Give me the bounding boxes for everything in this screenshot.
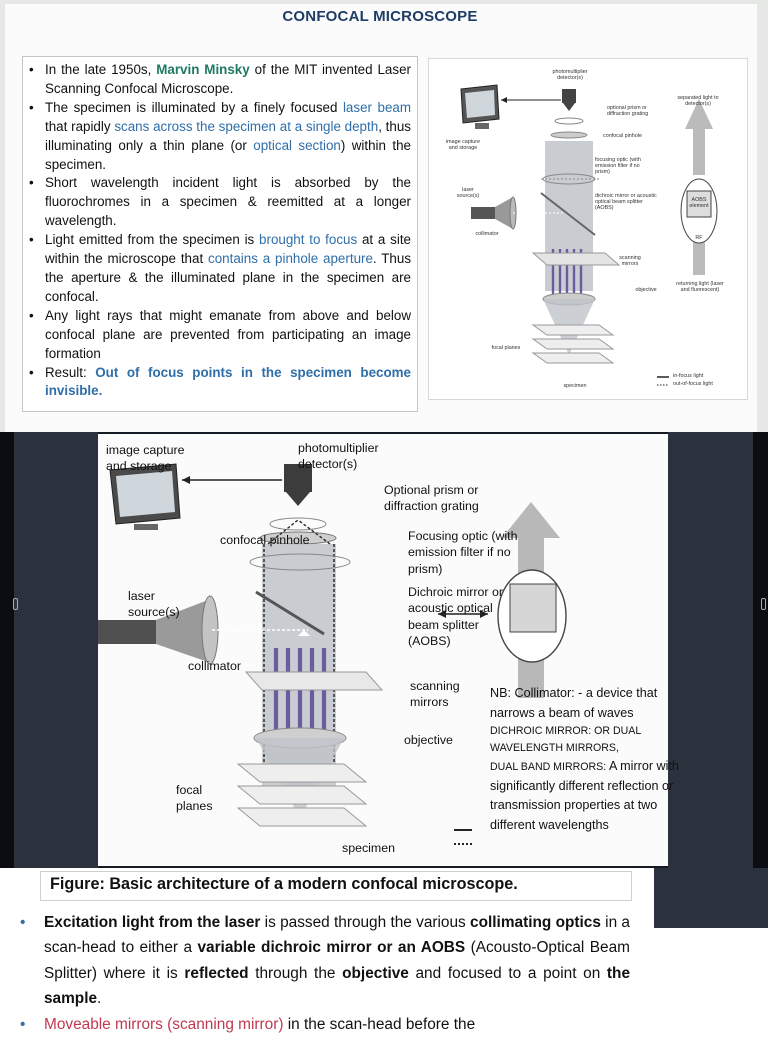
figure-caption: Figure: Basic architecture of a modern confocal microscope. (40, 871, 632, 901)
large-diagram (98, 434, 679, 866)
s-label-separated: separated light to detector(s) (677, 95, 719, 108)
bullet-text: scans across the specimen at a single depth (114, 118, 379, 134)
bullet-text: Out of focus points in the specimen become invisible. (45, 364, 411, 399)
lower-bullet-text: collimating optics (470, 914, 601, 931)
s-label-aobs: AOBS element (689, 197, 709, 210)
bullet-5 (45, 364, 411, 402)
lower-bullet-text: in the scan-head before the (283, 1015, 476, 1033)
lower-bullet-text: variable dichroic mirror or an AOBS (197, 939, 466, 957)
laser-shape (471, 207, 495, 219)
bullet-1 (45, 99, 411, 175)
b-label-objective: objective (404, 733, 453, 747)
b-label-image-capture: image capture and storage (106, 443, 185, 474)
bullet-text: that rapidly (45, 118, 115, 134)
dark-corner (654, 868, 768, 928)
bullet-text: of the MIT invented Laser Scanning Confocal Microscope. (45, 62, 411, 96)
nb-dichroic: DICHROIC MIRROR: OR DUAL WAVELENGTH MIRRORS, (490, 725, 641, 755)
s-label-specimen: specimen (563, 383, 587, 389)
lower-bullet-1 (44, 1012, 630, 1037)
b-label-photomultiplier: photomultiplier detector(s) (298, 441, 379, 472)
bullet-2 (45, 174, 411, 231)
bezel-notch-right (761, 598, 766, 610)
monitor-icon (461, 85, 499, 129)
s-label-focusing: focusing optic (with emission filter if no prism) (595, 157, 641, 176)
bullet-4 (45, 307, 411, 364)
s-label-out-of-focus: out-of-focus light (673, 381, 713, 387)
s-label-rf: RF (695, 235, 703, 241)
s-label-returning: returning light (laser and fluorescent) (676, 281, 724, 294)
nb-collimator: NB: Collimator: - a device that narrows a beam of waves (490, 686, 658, 720)
lower-bullet-text: is passed through the various (260, 914, 471, 931)
b-label-prism: Optional prism or diffraction grating (384, 483, 479, 514)
b-label-focusing: Focusing optic (with emission filter if no prism) (408, 529, 518, 576)
b-label-pinhole: confocal pinhole (220, 533, 310, 547)
detector-shape (562, 89, 576, 103)
lower-slide (0, 868, 768, 1033)
bullet-text: In the late 1950s, (45, 62, 157, 77)
s-label-photomultiplier: photomultiplier detector(s) (552, 69, 588, 82)
bullet-text: Any light rays that might emanate from above and below confocal plane are prevented from participating an image formation (45, 307, 411, 361)
bezel-right (753, 432, 768, 868)
lower-bullet-text: the sample (44, 964, 631, 1008)
bullet-text: Short wavelength incident light is absorbed by the fluorochromes in a specimen & reemitted at a longer wavelength. (45, 175, 411, 229)
s-label-collimator: collimator (475, 231, 499, 237)
bezel-left (0, 432, 14, 868)
bullet-text: brought to focus (259, 232, 358, 248)
s-label-image-capture: image capture and storage (445, 139, 481, 152)
s-label-laser: laser source(s) (456, 187, 480, 200)
lower-bullet-text: Moveable mirrors (scanning mirror) (44, 1015, 284, 1033)
dark-side-right (668, 432, 753, 868)
bullet-list (45, 61, 411, 401)
lower-bullet-text: (Acousto-Optical Beam Splitter) where it is (44, 939, 630, 982)
s-label-pinhole: confocal pinhole (603, 133, 642, 139)
bullet-text: , thus illuminating only a thin plane (or (45, 118, 411, 153)
bullet-text: Light emitted from the specimen is (45, 232, 260, 248)
nb-definition: A mirror with significantly different reflection or transmission properties at two different wavelengths (490, 759, 679, 832)
lower-bullet-text: . (97, 990, 102, 1008)
lower-bullet-text: in a scan-head to either a (44, 914, 630, 957)
bullet-text: laser beam (342, 99, 411, 115)
text-box (22, 56, 418, 412)
bullet-text: ) within the specimen. (45, 137, 412, 172)
nb-note (490, 684, 680, 836)
lower-bullet-text: through the (248, 964, 343, 982)
b-label-specimen: specimen (342, 841, 396, 855)
s-label-focal: focal planes (491, 345, 521, 351)
nb-dual-band: DUAL BAND MIRRORS: (490, 761, 607, 774)
b-label-dichroic: Dichroic mirror or acoustic optical beam splitter (AOBS) (408, 585, 503, 649)
lower-bullet-text: reflected (184, 964, 249, 982)
bullet-3 (45, 231, 411, 307)
bullet-text: Marvin Minsky (156, 62, 250, 77)
s-label-prism: optional prism or diffraction grating (607, 105, 649, 118)
screen-photo (0, 432, 768, 868)
lower-bullet-text: objective (342, 964, 409, 982)
lower-bullet-0 (44, 910, 630, 1012)
bezel-notch-left (13, 598, 18, 610)
lower-bullet-text: Excitation light from the laser (44, 914, 261, 931)
small-diagram (428, 58, 748, 400)
bullet-text: Result: (45, 364, 96, 380)
b-label-collimator: collimator (188, 659, 242, 673)
laser-shape (98, 620, 156, 644)
slide-title: CONFOCAL MICROSCOPE (282, 8, 478, 25)
bullet-text: optical section (253, 137, 341, 153)
bullet-0 (45, 61, 411, 99)
small-diagram-svg (429, 59, 749, 401)
bullet-text: contains a pinhole aperture (208, 251, 373, 267)
s-label-objective: objective (635, 287, 657, 293)
lower-bullet-list (44, 910, 630, 1037)
s-label-dichroic: dichroic mirror or acoustic optical beam splitter (AOBS) (595, 193, 657, 212)
bullet-text: The specimen is illuminated by a finely focused (45, 99, 343, 115)
s-label-in-focus: in-focus light (673, 373, 704, 379)
b-label-scanning: scanning mirrors (410, 679, 460, 710)
lower-bullet-text: and focused to a point on (408, 964, 607, 982)
b-label-focal: focal planes (176, 783, 213, 814)
slide-top (0, 0, 768, 432)
b-label-laser: laser source(s) (128, 589, 180, 620)
s-label-scanning: scanning mirrors (619, 255, 641, 268)
bullet-text: at a site within the microscope that (45, 232, 411, 267)
bullet-text: . Thus the aperture & the illuminated plane in the specimen are confocal. (45, 251, 412, 304)
dark-side-left (14, 432, 98, 868)
